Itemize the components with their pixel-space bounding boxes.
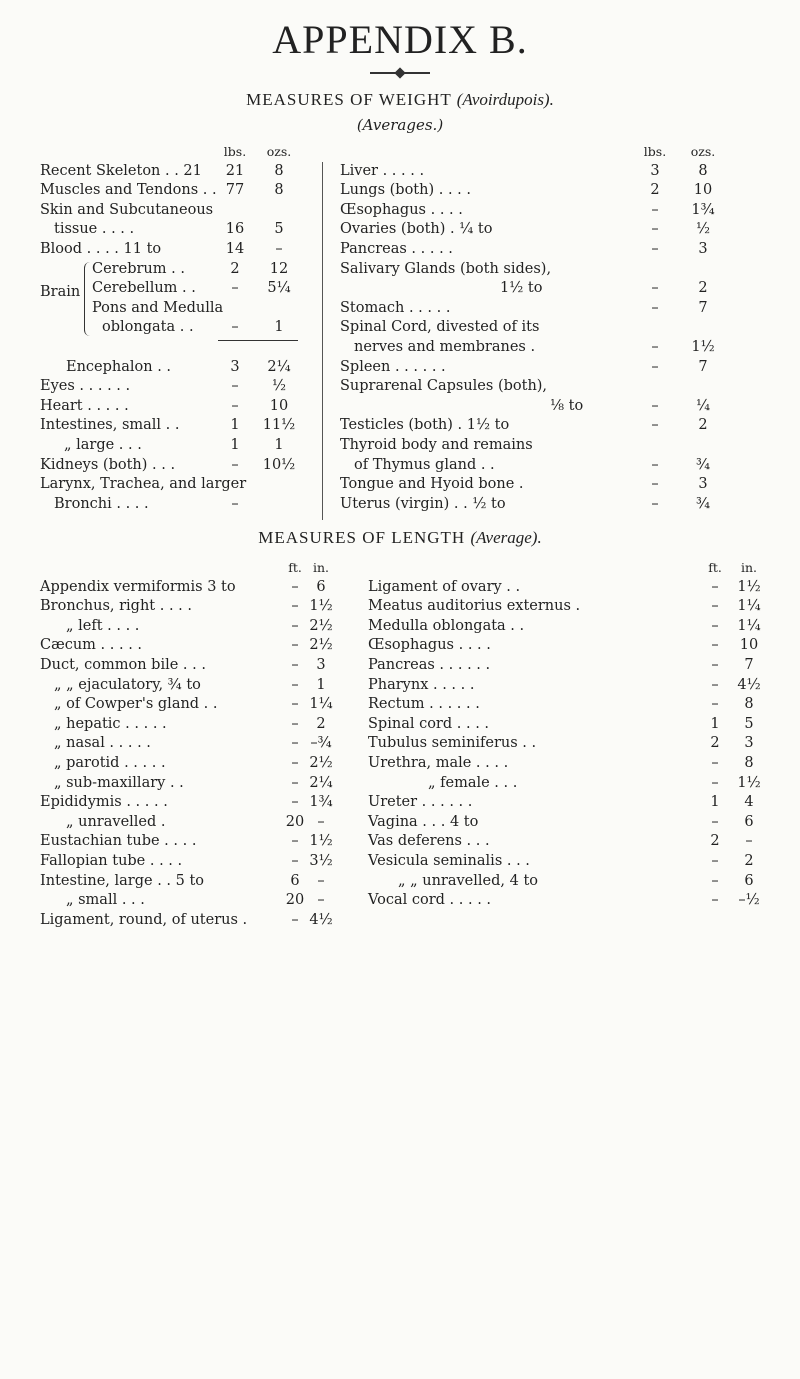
weight-row	[340, 358, 780, 378]
row-label: Recent Skeleton . . 21	[40, 162, 202, 179]
row-value-minor: 10	[269, 397, 289, 414]
row-value-minor: 1¼	[737, 598, 761, 615]
row-value-major: 1	[230, 417, 240, 434]
row-value-minor: 6	[744, 872, 754, 889]
length-row	[40, 715, 360, 735]
row-value-minor: 1½	[691, 338, 715, 355]
weight-right-table	[340, 142, 780, 514]
length-row	[40, 793, 360, 813]
weight-left-units	[40, 142, 320, 162]
weight-row	[40, 201, 320, 221]
weight-row	[40, 240, 320, 260]
unit-ozs: ozs.	[690, 144, 716, 159]
row-value-major: –	[651, 299, 659, 316]
row-value-major: –	[711, 813, 719, 830]
row-value-minor: 2	[698, 280, 708, 297]
row-value-minor: 3	[698, 240, 708, 257]
row-value-major: 2	[230, 260, 240, 277]
unit-ft: ft.	[708, 560, 722, 575]
length-heading	[0, 528, 800, 548]
row-value-major: –	[291, 852, 299, 869]
weight-row	[340, 240, 780, 260]
weight-row	[40, 436, 320, 456]
row-value-major: –	[711, 754, 719, 771]
row-value-major: –	[291, 598, 299, 615]
row-value-minor: 2½	[309, 617, 333, 634]
weight-row	[40, 220, 320, 240]
length-row	[368, 636, 788, 656]
row-label: Cerebellum . .	[92, 280, 196, 297]
row-label: Urethra, male . . . .	[368, 754, 509, 771]
length-left-table	[40, 558, 360, 930]
row-value-minor: 1	[316, 676, 326, 693]
row-value-minor: 2¼	[267, 358, 291, 375]
row-label: „ hepatic . . . . .	[54, 715, 167, 732]
row-value-minor: 3	[316, 656, 326, 673]
row-label: Spinal cord . . . .	[368, 715, 490, 732]
length-row	[40, 656, 360, 676]
row-label: nerves and membranes .	[354, 338, 536, 355]
row-label: ⅛ to	[550, 397, 584, 414]
row-label: „ parotid . . . . .	[54, 754, 166, 771]
row-value-minor: 7	[698, 299, 708, 316]
row-value-minor: 1	[274, 436, 284, 453]
row-label: of Thymus gland . .	[354, 456, 495, 473]
row-label: „ sub-maxillary . .	[54, 774, 184, 791]
length-row	[40, 695, 360, 715]
weight-heading-italic: (Avoirdupois).	[456, 90, 554, 109]
row-value-minor: 2¼	[309, 774, 333, 791]
row-value-major: –	[651, 201, 659, 218]
weight-row	[340, 162, 780, 182]
row-label: Duct, common bile . . .	[40, 656, 206, 673]
row-label: Ovaries (both) . ¼ to	[340, 221, 493, 238]
weight-row	[40, 475, 320, 495]
length-heading-italic: (Average).	[470, 528, 542, 547]
weight-row	[340, 495, 780, 515]
row-value-major: –	[291, 715, 299, 732]
row-label: „ „ ejaculatory, ¾ to	[54, 676, 201, 693]
length-row	[368, 734, 788, 754]
length-row	[40, 754, 360, 774]
row-value-minor: 4	[744, 794, 754, 811]
weight-subheading: (Averages.)	[356, 116, 444, 134]
row-value-minor: –½	[738, 892, 760, 909]
row-value-minor: 7	[744, 656, 754, 673]
row-value-major: –	[711, 774, 719, 791]
row-value-major: –	[291, 774, 299, 791]
row-value-minor: 3	[744, 735, 754, 752]
length-row	[40, 617, 360, 637]
row-value-major: 1	[710, 715, 720, 732]
row-label: Bronchus, right . . . .	[40, 598, 193, 615]
length-row	[368, 656, 788, 676]
row-value-major: –	[291, 676, 299, 693]
row-value-major: 3	[650, 162, 660, 179]
row-label: Medulla oblongata . .	[368, 617, 525, 634]
weight-row	[40, 260, 320, 280]
row-label: Vesicula seminalis . . .	[368, 852, 530, 869]
row-value-major: –	[651, 338, 659, 355]
weight-left-table	[40, 142, 320, 514]
row-value-minor: 1½	[737, 774, 761, 791]
row-label: Eustachian tube . . . .	[40, 833, 197, 850]
row-label: tissue . . . .	[54, 221, 135, 238]
weight-row	[40, 416, 320, 436]
row-value-minor: ¼	[695, 397, 711, 414]
row-value-minor: 7	[698, 358, 708, 375]
row-value-minor: –	[317, 872, 325, 889]
row-value-minor: 5	[744, 715, 754, 732]
row-label: Spleen . . . . . .	[340, 358, 446, 375]
row-label: Vas deferens . . .	[368, 833, 490, 850]
length-row	[40, 597, 360, 617]
weight-row	[40, 181, 320, 201]
row-value-minor: 10	[693, 182, 713, 199]
row-label: Larynx, Trachea, and larger	[40, 476, 247, 493]
row-value-minor: 1½	[309, 598, 333, 615]
row-value-minor: 1	[274, 319, 284, 336]
weight-row	[40, 377, 320, 397]
length-row	[40, 636, 360, 656]
length-heading-text: MEASURES OF LENGTH	[258, 528, 466, 547]
row-value-major: –	[651, 495, 659, 512]
row-value-major: 6	[290, 872, 300, 889]
row-label: Kidneys (both) . . .	[40, 456, 176, 473]
row-label: Testicles (both) . 1½ to	[340, 417, 510, 434]
row-value-minor: 10	[739, 637, 759, 654]
row-value-minor: 1½	[737, 578, 761, 595]
row-value-minor: 11½	[262, 417, 296, 434]
row-label: Blood . . . . 11 to	[40, 240, 162, 257]
row-value-minor: 10½	[262, 456, 296, 473]
row-label: Spinal Cord, divested of its	[340, 319, 540, 336]
row-label: Salivary Glands (both sides),	[340, 260, 552, 277]
row-label: Appendix vermiformis 3 to	[40, 578, 236, 595]
brain-label: Brain	[40, 283, 81, 300]
row-value-major: –	[291, 696, 299, 713]
row-value-major: –	[291, 578, 299, 595]
row-value-minor: ¾	[695, 456, 711, 473]
row-value-major: 14	[225, 240, 245, 257]
weight-row	[40, 279, 320, 299]
row-value-minor: 8	[274, 162, 284, 179]
row-value-minor: 6	[744, 813, 754, 830]
row-value-major: –	[651, 476, 659, 493]
row-value-major: 77	[225, 182, 245, 199]
row-label: Eyes . . . . . .	[40, 378, 131, 395]
row-value-major: –	[711, 872, 719, 889]
row-value-major: –	[711, 617, 719, 634]
row-value-major: –	[651, 456, 659, 473]
row-label: 1½ to	[500, 280, 543, 297]
unit-lbs: lbs.	[223, 144, 247, 159]
length-row	[368, 832, 788, 852]
row-value-major: –	[651, 397, 659, 414]
length-row	[40, 891, 360, 911]
length-row	[40, 734, 360, 754]
weight-row	[40, 495, 320, 515]
weight-row	[340, 338, 780, 358]
row-label: Ligament of ovary . .	[368, 578, 521, 595]
row-value-major: –	[711, 696, 719, 713]
row-value-minor: 2½	[309, 754, 333, 771]
unit-in: in.	[312, 560, 330, 575]
row-value-minor: 5	[274, 221, 284, 238]
row-label: Cerebrum . .	[92, 260, 185, 277]
length-row	[368, 695, 788, 715]
length-row	[40, 872, 360, 892]
row-label: Meatus auditorius externus .	[368, 598, 581, 615]
length-row	[368, 813, 788, 833]
length-row	[40, 911, 360, 931]
row-value-minor: 12	[269, 260, 289, 277]
row-value-minor: 2	[316, 715, 326, 732]
weight-row	[40, 456, 320, 476]
length-row	[368, 872, 788, 892]
row-label: Heart . . . . .	[40, 397, 129, 414]
weight-heading-text: MEASURES OF WEIGHT	[246, 90, 452, 109]
row-value-major: –	[711, 892, 719, 909]
row-label: Fallopian tube . . . .	[40, 852, 183, 869]
row-value-major: –	[231, 319, 239, 336]
length-row	[40, 813, 360, 833]
row-label: „ left . . . .	[66, 617, 140, 634]
length-right-table	[368, 558, 788, 911]
row-value-major: 1	[710, 794, 720, 811]
row-value-major: 1	[230, 436, 240, 453]
weight-row	[340, 397, 780, 417]
row-label: „ nasal . . . . .	[54, 735, 151, 752]
length-row	[40, 578, 360, 598]
weight-row	[340, 299, 780, 319]
row-label: Œsophagus . . . .	[340, 201, 463, 218]
row-label: oblongata . .	[102, 319, 194, 336]
row-value-major: –	[231, 495, 239, 512]
length-row	[40, 774, 360, 794]
row-value-major: –	[711, 578, 719, 595]
weight-row	[340, 181, 780, 201]
length-row	[368, 597, 788, 617]
row-value-minor: 8	[698, 162, 708, 179]
row-value-major: 20	[285, 892, 305, 909]
length-row	[40, 832, 360, 852]
row-value-minor: 3	[698, 476, 708, 493]
row-value-minor: 4½	[309, 911, 333, 928]
weight-row	[40, 162, 320, 182]
row-value-major: 20	[285, 813, 305, 830]
row-value-major: –	[711, 676, 719, 693]
row-value-major: –	[231, 280, 239, 297]
row-value-minor: 3½	[309, 852, 333, 869]
row-value-minor: –	[317, 892, 325, 909]
row-label: Pons and Medulla	[92, 299, 224, 316]
row-value-minor: 8	[744, 754, 754, 771]
length-left-units	[40, 558, 360, 578]
row-value-minor: –	[275, 240, 283, 257]
row-value-major: –	[291, 833, 299, 850]
weight-right-units	[340, 142, 780, 162]
row-label: „ large . . .	[64, 436, 142, 453]
weight-row	[340, 416, 780, 436]
row-label: Tubulus seminiferus . .	[368, 735, 537, 752]
row-label: Pharynx . . . . .	[368, 676, 475, 693]
row-label: Œsophagus . . . .	[368, 637, 491, 654]
weight-row	[40, 397, 320, 417]
row-label: „ small . . .	[66, 892, 145, 909]
length-row	[368, 852, 788, 872]
row-value-major: 2	[710, 833, 720, 850]
row-value-major: –	[231, 397, 239, 414]
row-value-minor: 1½	[309, 833, 333, 850]
row-value-major: 21	[225, 162, 245, 179]
row-value-minor: 1¾	[309, 794, 333, 811]
row-label: Rectum . . . . . .	[368, 696, 480, 713]
length-row	[368, 578, 788, 598]
row-label: Pancreas . . . . . .	[368, 656, 491, 673]
row-value-major: 2	[650, 182, 660, 199]
row-label: Encephalon . .	[66, 358, 172, 375]
row-label: „ unravelled .	[66, 813, 166, 830]
row-value-major: –	[651, 221, 659, 238]
weight-column-divider	[322, 162, 323, 520]
row-value-major: –	[231, 456, 239, 473]
length-row	[368, 754, 788, 774]
title-ornament	[370, 72, 430, 74]
length-row	[40, 852, 360, 872]
row-value-minor: 1¼	[737, 617, 761, 634]
row-label: Pancreas . . . . .	[340, 240, 453, 257]
row-value-major: –	[711, 656, 719, 673]
weight-heading	[0, 90, 800, 110]
row-value-major: 3	[230, 358, 240, 375]
row-value-minor: 5¼	[267, 280, 291, 297]
row-label: Suprarenal Capsules (both),	[340, 378, 548, 395]
row-value-minor: 2	[698, 417, 708, 434]
weight-row	[340, 377, 780, 397]
row-value-major: –	[291, 656, 299, 673]
page-title: APPENDIX B.	[272, 17, 528, 62]
row-value-minor: ½	[695, 221, 711, 238]
row-label: Liver . . . . .	[340, 162, 425, 179]
row-value-minor: 2	[744, 852, 754, 869]
row-label: „ „ unravelled, 4 to	[398, 872, 539, 889]
row-label: Skin and Subcutaneous	[40, 201, 214, 218]
ornament-diamond	[394, 67, 405, 78]
unit-ozs: ozs.	[266, 144, 292, 159]
row-value-minor: 1¼	[309, 696, 333, 713]
row-value-major: –	[651, 358, 659, 375]
row-value-major: –	[651, 280, 659, 297]
brain-brace	[84, 262, 91, 336]
weight-row	[340, 436, 780, 456]
weight-row	[340, 318, 780, 338]
row-value-major: –	[291, 735, 299, 752]
row-value-minor: 8	[744, 696, 754, 713]
row-label: Uterus (virgin) . . ½ to	[340, 495, 506, 512]
row-label: Lungs (both) . . . .	[340, 182, 472, 199]
row-label: Intestines, small . .	[40, 417, 180, 434]
weight-row	[340, 220, 780, 240]
length-row	[368, 774, 788, 794]
row-value-major: –	[291, 617, 299, 634]
row-label: Cæcum . . . . .	[40, 637, 143, 654]
weight-row	[340, 201, 780, 221]
row-value-minor: ½	[271, 378, 287, 395]
row-label: „ female . . .	[428, 774, 518, 791]
row-label: Ureter . . . . . .	[368, 794, 473, 811]
row-label: Bronchi . . . .	[54, 495, 149, 512]
weight-row	[40, 318, 320, 338]
row-label: Epididymis . . . . .	[40, 794, 168, 811]
row-label: Vagina . . . 4 to	[368, 813, 479, 830]
row-value-minor: –¾	[310, 735, 332, 752]
weight-row	[340, 475, 780, 495]
row-value-major: –	[711, 637, 719, 654]
unit-in: in.	[740, 560, 758, 575]
row-value-major: –	[291, 911, 299, 928]
row-value-major: –	[651, 417, 659, 434]
row-label: Thyroid body and remains	[340, 436, 533, 453]
row-value-minor: –	[745, 833, 753, 850]
row-value-minor: –	[317, 813, 325, 830]
row-value-major: –	[291, 754, 299, 771]
row-value-major: 2	[710, 735, 720, 752]
length-row	[40, 676, 360, 696]
row-value-major: –	[651, 240, 659, 257]
row-label: Intestine, large . . 5 to	[40, 872, 205, 889]
row-label: Stomach . . . . .	[340, 299, 451, 316]
row-value-minor: 2½	[309, 637, 333, 654]
unit-lbs: lbs.	[643, 144, 667, 159]
row-value-minor: 1¾	[691, 201, 715, 218]
weight-row	[340, 260, 780, 280]
row-value-major: –	[711, 598, 719, 615]
row-value-major: –	[231, 378, 239, 395]
sum-rule	[218, 340, 298, 341]
length-row	[368, 676, 788, 696]
weight-row	[40, 358, 320, 378]
row-value-major: –	[291, 637, 299, 654]
row-value-major: –	[711, 852, 719, 869]
row-label: Tongue and Hyoid bone .	[340, 476, 524, 493]
row-label: Ligament, round, of uterus .	[40, 911, 248, 928]
row-value-minor: 4½	[737, 676, 761, 693]
row-value-minor: 6	[316, 578, 326, 595]
row-label: Vocal cord . . . . .	[368, 892, 492, 909]
length-row	[368, 715, 788, 735]
weight-row	[340, 279, 780, 299]
length-row	[368, 793, 788, 813]
row-label: Muscles and Tendons . .	[40, 182, 217, 199]
row-label: „ of Cowper's gland . .	[54, 696, 218, 713]
unit-ft: ft.	[288, 560, 302, 575]
row-value-minor: ¾	[695, 495, 711, 512]
row-value-minor: 8	[274, 182, 284, 199]
weight-row	[340, 456, 780, 476]
length-row	[368, 891, 788, 911]
row-value-major: 16	[225, 221, 245, 238]
length-right-units	[368, 558, 788, 578]
length-row	[368, 617, 788, 637]
row-value-major: –	[291, 794, 299, 811]
weight-row	[40, 299, 320, 319]
